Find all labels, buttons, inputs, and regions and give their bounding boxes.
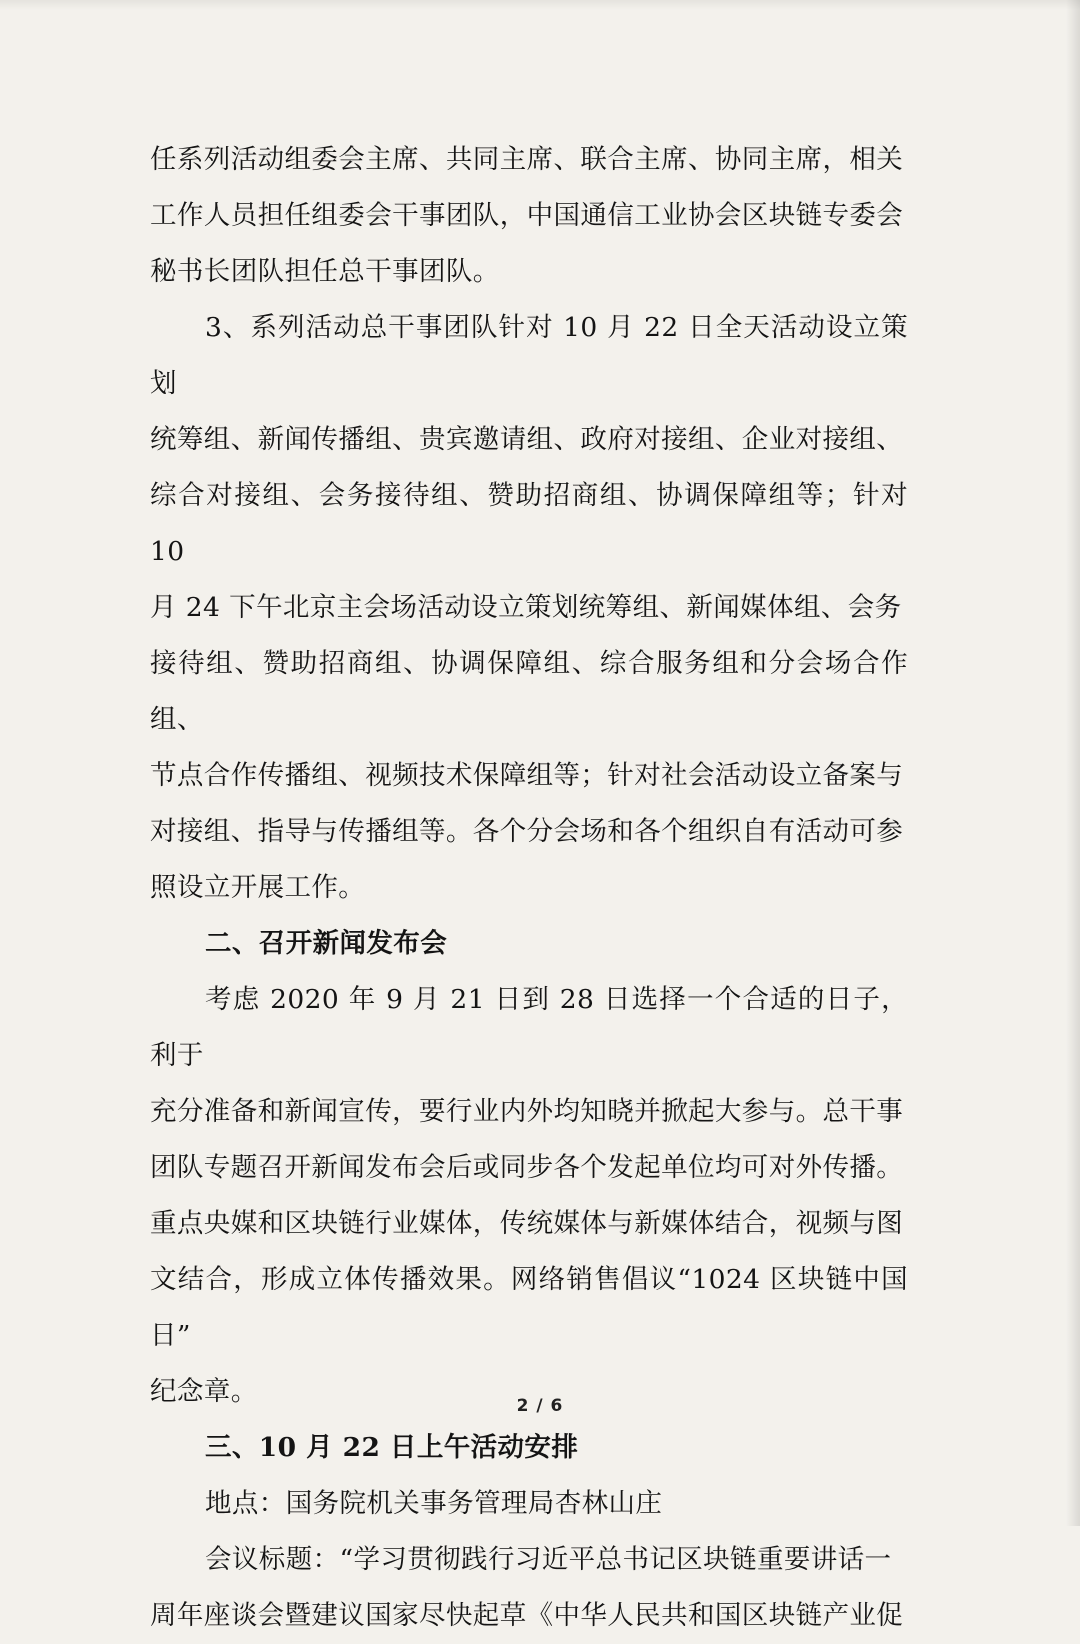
paragraph-location: 地点：国务院机关事务管理局杏林山庄 bbox=[205, 1488, 663, 1519]
text-line: 统筹组、新闻传播组、贵宾邀请组、政府对接组、企业对接组、 bbox=[150, 424, 904, 455]
paragraph-press-conference bbox=[150, 972, 908, 1420]
text-line: 考虑 2020 年 9 月 21 日到 28 日选择一个合适的日子，利于 bbox=[150, 984, 908, 1071]
text-line: 节点合作传播组、视频技术保障组等；针对社会活动设立备案与 bbox=[150, 760, 904, 791]
text-line: 对接组、指导与传播组等。各个分会场和各个组织自有活动可参 bbox=[150, 816, 904, 847]
section-heading-press-conference: 二、召开新闻发布会 bbox=[205, 928, 448, 959]
page-edge-shadow-top bbox=[0, 0, 1080, 10]
section-heading-morning-schedule: 三、10 月 22 日上午活动安排 bbox=[205, 1432, 579, 1463]
text-line: 秘书长团队担任总干事团队。 bbox=[150, 256, 500, 287]
document-body bbox=[150, 132, 917, 1644]
text-line: 综合对接组、会务接待组、赞助招商组、协调保障组等；针对 10 bbox=[150, 480, 917, 567]
text-line: 充分准备和新闻宣传，要行业内外均知晓并掀起大参与。总干事 bbox=[150, 1096, 904, 1127]
text-line: 团队专题召开新闻发布会后或同步各个发起单位均可对外传播。 bbox=[150, 1152, 904, 1183]
text-line: 周年座谈会暨建议国家尽快起草《中华人民共和国区块链产业促 bbox=[150, 1600, 904, 1631]
paragraph-continuation bbox=[150, 132, 908, 300]
text-line: 任系列活动组委会主席、共同主席、联合主席、协同主席，相关 bbox=[150, 144, 904, 175]
text-line: 会议标题：“学习贯彻践行习近平总书记区块链重要讲话一 bbox=[205, 1544, 892, 1575]
text-line: 文结合，形成立体传播效果。网络销售倡议“1024 区块链中国日” bbox=[150, 1264, 908, 1351]
text-line: 纪念章。 bbox=[150, 1376, 258, 1407]
page-edge-shadow-right bbox=[1066, 0, 1080, 1526]
paragraph-meeting-title bbox=[150, 1532, 908, 1644]
text-line: 照设立开展工作。 bbox=[150, 872, 366, 903]
page-number: 2 / 6 bbox=[516, 1396, 564, 1416]
text-line: 3、系列活动总干事团队针对 10 月 22 日全天活动设立策划 bbox=[150, 312, 908, 399]
paragraph-organization-groups bbox=[150, 300, 917, 916]
text-line: 月 24 下午北京主会场活动设立策划统筹组、新闻媒体组、会务 bbox=[150, 592, 902, 623]
text-line: 接待组、赞助招商组、协调保障组、综合服务组和分会场合作组、 bbox=[150, 648, 908, 735]
text-line: 重点央媒和区块链行业媒体，传统媒体与新媒体结合，视频与图 bbox=[150, 1208, 904, 1239]
text-line: 工作人员担任组委会干事团队，中国通信工业协会区块链专委会 bbox=[150, 200, 904, 231]
